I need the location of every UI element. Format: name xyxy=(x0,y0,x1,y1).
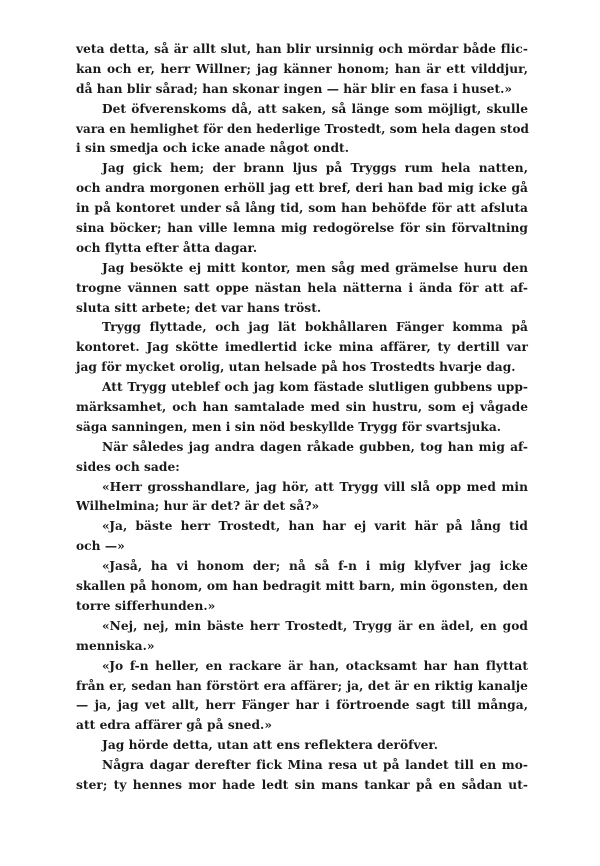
text-line: «Jaså, ha vi honom der; nå så f-n i mig klyfver jag icke xyxy=(102,559,528,574)
text-line: trogne vännen satt oppe nästan hela nätterna i ända för att af- xyxy=(76,280,528,295)
text-line: säga sanningen, men i sin nöd beskyllde Trygg för svartsjuka. xyxy=(76,419,502,434)
text-line: att edra affärer gå på sned.» xyxy=(76,718,272,733)
text-line: sina böcker; han ville lemna mig redogörelse för sin förvaltning xyxy=(76,221,528,236)
text-line: — ja, jag vet allt, herr Fänger har i förtroende sagt till många, xyxy=(76,698,528,713)
text-line: Wilhelmina; hur är det? är det så?» xyxy=(76,499,320,514)
text-line: sluta sitt arbete; det var hans tröst. xyxy=(76,300,322,315)
text-line: kontoret. Jag skötte imedlertid icke mina affärer, ty dertill var xyxy=(76,340,528,355)
body-text xyxy=(76,40,528,796)
text-line: i sin smedja och icke anade något ondt. xyxy=(76,141,349,156)
text-line: «Herr grosshandlare, jag hör, att Trygg vill slå opp med min xyxy=(102,479,528,494)
text-line: När således jag andra dagen råkade gubben, tog han mig af- xyxy=(102,439,528,454)
text-line: «Ja, bäste herr Trostedt, han har ej varit här på lång tid xyxy=(102,519,528,534)
text-line: jag för mycket orolig, utan helsade på hos Trostedts hvarje dag. xyxy=(76,360,516,375)
text-line: veta detta, så är allt slut, han blir ursinnig och mördar både flic- xyxy=(76,42,528,56)
text-line: och —» xyxy=(76,539,125,554)
text-line: menniska.» xyxy=(76,638,155,653)
text-line: «Nej, nej, min bäste herr Trostedt, Trygg är en ädel, en god xyxy=(102,618,528,633)
text-line: sides och sade: xyxy=(76,459,180,474)
text-line: och flytta efter åtta dagar. xyxy=(76,240,258,255)
text-line: Jag besökte ej mitt kontor, men såg med grämelse huru den xyxy=(102,260,528,275)
text-line: Jag gick hem; der brann ljus på Tryggs rum hela natten, xyxy=(102,161,528,176)
text-line: Det öfverenskoms då, att saken, så länge som möjligt, skulle xyxy=(102,101,528,116)
text-line: vara en hemlighet för den hederlige Trostedt, som hela dagen stod xyxy=(76,121,529,136)
text-line: ster; ty hennes mor hade ledt sin mans tankar på en sådan ut- xyxy=(76,777,528,792)
text-line: torre sifferhunden.» xyxy=(76,598,216,613)
text-line: Trygg flyttade, och jag lät bokhållaren Fänger komma på xyxy=(102,320,528,335)
text-line: från er, sedan han förstört era affärer; ja, det är en riktig kanalje xyxy=(76,678,528,693)
text-line: och andra morgonen erhöll jag ett bref, deri han bad mig icke gå xyxy=(76,181,528,196)
text-line: «Jo f-n heller, en rackare är han, otacksamt har han flyttat xyxy=(102,658,528,673)
text-line: då han blir sårad; han skonar ingen — här blir en fasa i huset.» xyxy=(76,81,513,96)
text-line: märksamhet, och han samtalade med sin hustru, som ej vågade xyxy=(76,400,528,415)
text-line: Jag hörde detta, utan att ens reflektera deröfver. xyxy=(102,738,439,753)
text-line: kan och er, herr Willner; jag känner honom; han är ett vilddjur, xyxy=(76,61,528,76)
text-line: skallen på honom, om han bedragit mitt barn, min ögonsten, den xyxy=(76,579,528,594)
text-line: Att Trygg uteblef och jag kom fästade slutligen gubbens upp- xyxy=(102,380,528,395)
text-line: in på kontoret under så lång tid, som han behöfde för att afsluta xyxy=(76,201,528,216)
text-line: Några dagar derefter fick Mina resa ut på landet till en mo- xyxy=(102,758,528,773)
